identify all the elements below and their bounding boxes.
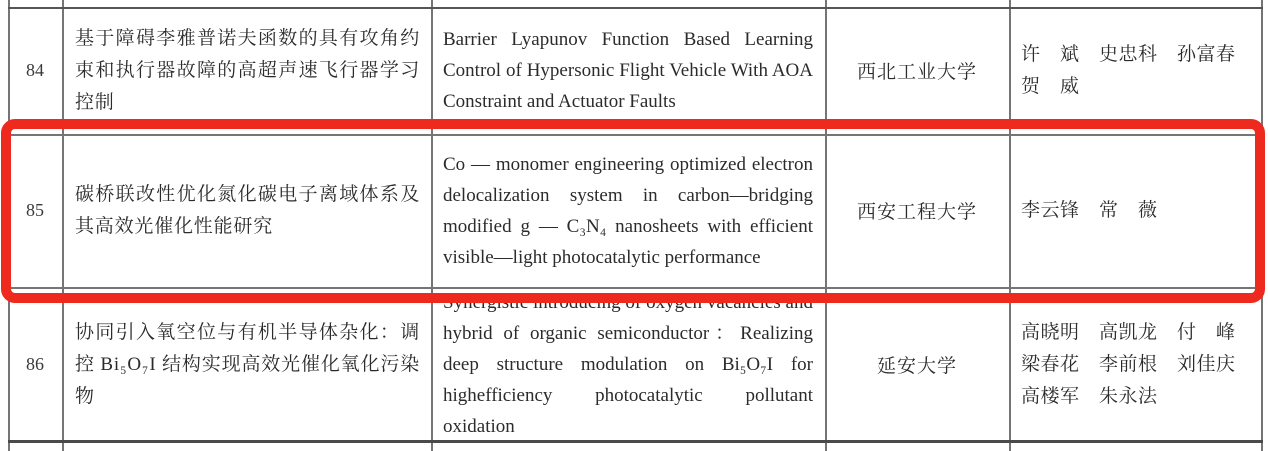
authors-text bbox=[1021, 39, 1236, 103]
institution-text: 延安大学 bbox=[876, 356, 957, 377]
author-line: 高晓明 高凯龙 付 峰 bbox=[1021, 321, 1236, 343]
title-zh-text: 协同引入氧空位与有机半导体杂化：调控 Bi₅O₇I 结构实现高效光催化氧化污染物 bbox=[75, 321, 420, 407]
author-line: 李云锋 常 薇 bbox=[1021, 199, 1158, 221]
title-en-text: Co — monomer engineering optimized electron delocalization system in carbon—bridging modified g — C₃N₄ nanosheets with efficient visible—light photocatalytic performance bbox=[443, 153, 813, 268]
cell-authors bbox=[1021, 7, 1257, 134]
institution-text: 西北工业大学 bbox=[856, 62, 977, 83]
cell-title-zh bbox=[75, 7, 420, 134]
cell-title-zh bbox=[75, 134, 420, 287]
author-line: 梁春花 李前根 刘佳庆 bbox=[1021, 353, 1236, 375]
institution-text: 西安工程大学 bbox=[856, 202, 977, 223]
table-row bbox=[0, 7, 1268, 134]
cell-title-en bbox=[443, 7, 813, 134]
cell-institution bbox=[825, 134, 1009, 287]
author-line: 许 斌 史忠科 孙富春 bbox=[1021, 43, 1236, 65]
cell-title-zh bbox=[75, 287, 420, 442]
cell-institution bbox=[825, 287, 1009, 442]
cell-title-en bbox=[443, 287, 813, 442]
title-en-text: Synergistic introducing of oxygen vacancies and hybrid of organic semiconductor：Realizing deep structure modulation on Bi₅O₇I for highefficiency photocatalytic pollutant oxidation bbox=[443, 292, 813, 437]
table-row-highlighted bbox=[0, 134, 1268, 287]
cell-title-en bbox=[443, 134, 813, 287]
authors-text bbox=[1021, 195, 1158, 227]
row-number: 84 bbox=[26, 60, 44, 80]
title-en-text: Barrier Lyapunov Function Based Learning Control of Hypersonic Flight Vehicle With AOA Constraint and Actuator Faults bbox=[443, 29, 813, 112]
row-number: 85 bbox=[26, 200, 44, 220]
cell-authors bbox=[1021, 134, 1257, 287]
cell-institution bbox=[825, 7, 1009, 134]
author-line: 贺 威 bbox=[1021, 75, 1080, 97]
table-row bbox=[0, 287, 1268, 442]
authors-text bbox=[1021, 317, 1236, 413]
author-line: 高楼军 朱永法 bbox=[1021, 385, 1158, 407]
title-zh-text: 碳桥联改性优化氮化碳电子离域体系及其高效光催化性能研究 bbox=[75, 183, 420, 237]
cell-authors bbox=[1021, 287, 1257, 442]
title-zh-text: 基于障碍李雅普诺夫函数的具有攻角约束和执行器故障的高超声速飞行器学习控制 bbox=[75, 27, 420, 113]
row-number: 86 bbox=[26, 354, 44, 374]
